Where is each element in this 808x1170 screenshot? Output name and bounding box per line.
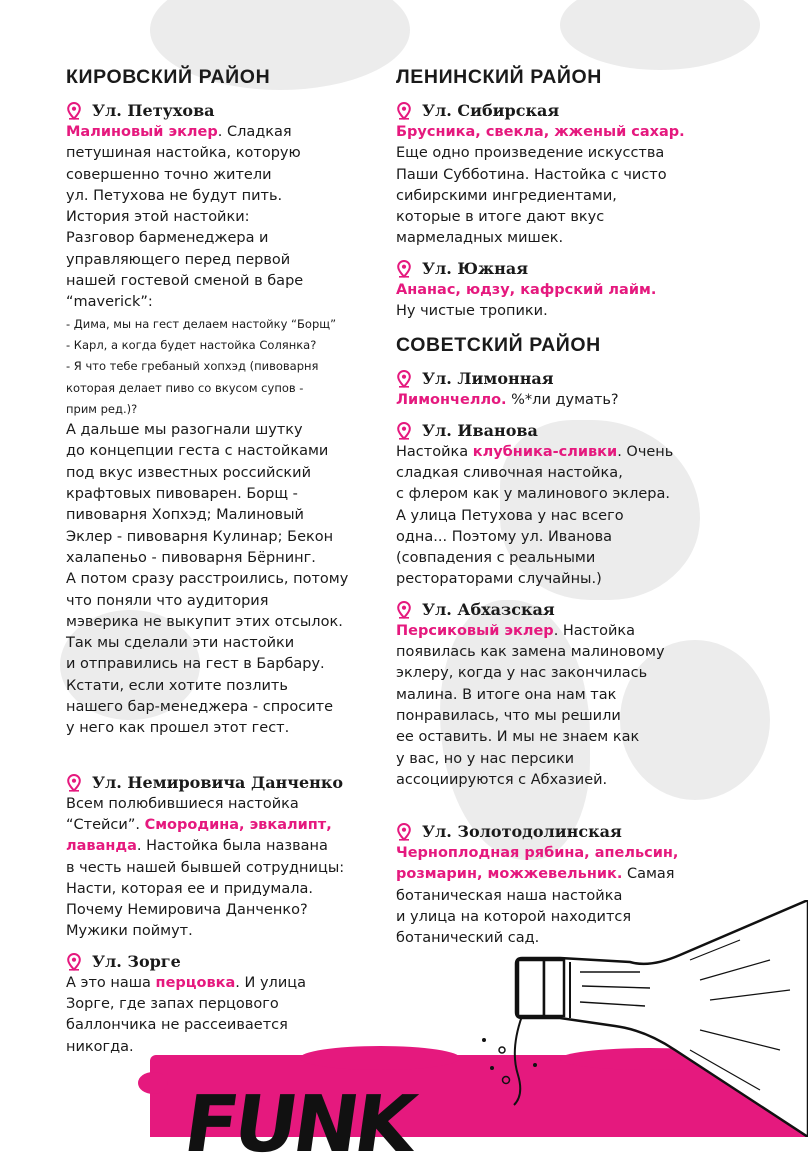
text-line: сладкая сливочная настойка, [396, 464, 623, 481]
text-line: Кстати, если хотите позлить [66, 677, 288, 694]
text-line: у него как прошел этот гест. [66, 720, 290, 737]
drink-highlight: Персиковый эклер [396, 622, 554, 639]
text-line: мармеладных мишек. [396, 230, 564, 247]
paragraph: розмарин, можжевельник. Самая [396, 866, 675, 883]
brush-stroke [138, 1072, 168, 1094]
text-line: Так мы сделали эти настойки [66, 635, 295, 652]
text-line: совершенно точно жители [66, 166, 272, 183]
text-line: А дальше мы разогнали шутку [66, 422, 303, 439]
paragraph: Настойка клубника-сливки. Очень [396, 443, 674, 460]
text-line: мэверика не выкупит этих отсылок. [66, 613, 343, 630]
street-name: Ул. Зорге [92, 951, 181, 971]
dialog-line: прим ред.)? [66, 401, 138, 416]
text-line: История этой настойки: [66, 209, 250, 226]
district-heading: ЛЕНИНСКИЙ РАЙОН [396, 66, 602, 88]
street-title [396, 100, 696, 122]
background-splat [560, 0, 760, 70]
street-title [396, 368, 696, 390]
dialog-line: - Карл, а когда будет настойка Солянка? [66, 337, 317, 352]
text-line: Насти, которая ее и придумала. [66, 880, 314, 897]
text-line: ул. Петухова не будут пить. [66, 187, 283, 204]
text-line: петушиная настойка, которую [66, 145, 301, 162]
text-line: Разговор барменеджера и [66, 230, 269, 247]
street-title [396, 258, 696, 280]
map-pin-icon [66, 774, 82, 792]
bottle-icon [440, 900, 808, 1137]
text-line: ботаническая наша настойка [396, 887, 623, 904]
brand-logo: FUNK [178, 1080, 418, 1170]
street-name: Ул. Сибирская [422, 101, 560, 120]
drink-highlight: Смородина, эвкалипт, [144, 816, 332, 833]
drink-highlight: перцовка [155, 974, 236, 991]
text-line: Почему Немировича Данченко? [66, 902, 308, 919]
text-line: и отправились на гест в Барбару. [66, 656, 325, 673]
text-line: эклеру, когда у нас закончилась [396, 665, 648, 682]
street-name: Ул. Иванова [422, 420, 538, 440]
street-title [396, 420, 696, 442]
text-line: малина. В итоге она нам так [396, 686, 617, 703]
text-line: Еще одно произведение искусства [396, 145, 665, 162]
text-line: Эклер - пивоварня Кулинар; Бекон [66, 528, 334, 545]
street-name: Ул. Южная [422, 258, 529, 278]
text-line: пивоварня Хопхэд; Малиновый [66, 507, 304, 524]
drink-highlight: Ананас, юдзу, кафрский лайм. [396, 281, 657, 298]
text-line: никогда. [66, 1038, 134, 1055]
map-pin-icon [396, 823, 412, 841]
map-pin-icon [396, 370, 412, 388]
text-line: под вкус известных российский [66, 464, 312, 481]
text-line: халапеньо - пивоварня Бёрнинг. [66, 549, 316, 566]
paragraph: А это наша перцовка. И улица [66, 974, 306, 991]
drink-highlight: Черноплодная рябина, апельсин, [396, 845, 679, 862]
text-line: одна... Поэтому ул. Иванова [396, 528, 613, 545]
drink-highlight: лаванда [66, 838, 137, 855]
text-line: Мужики поймут. [66, 923, 193, 940]
drink-highlight: розмарин, можжевельник. [396, 866, 623, 883]
text-line: Всем полюбившиеся настойка [66, 795, 299, 812]
paragraph: Лимончелло. %*ли думать? [396, 392, 619, 409]
brush-stroke [300, 1046, 460, 1070]
paragraph: “Стейси”. Смородина, эвкалипт, [66, 816, 332, 833]
text-line: Зорге, где запах перцового [66, 995, 279, 1012]
map-pin-icon [396, 260, 412, 278]
right-column [396, 62, 696, 950]
drink-highlight: Малиновый эклер [66, 124, 218, 140]
street-title [396, 599, 696, 621]
dialog-line: - Я что тебе гребаный хопхэд (пивоварня [66, 359, 319, 374]
street-title [396, 821, 696, 843]
text-line: в честь нашей бывшей сотрудницы: [66, 859, 345, 876]
left-column [66, 62, 376, 1058]
street-title [66, 951, 376, 973]
drink-highlight: клубника-сливки [472, 443, 618, 460]
text-line: появилась как замена малиновому [396, 644, 665, 661]
text-line: ее оставить. И мы не знаем как [396, 729, 640, 746]
street-name: Ул. Немировича Данченко [92, 772, 344, 792]
text-line: и улица на которой находится [396, 909, 632, 926]
text-line: А улица Петухова у нас всего [396, 507, 624, 524]
text-line: рестораторами случайны.) [396, 571, 602, 588]
text-line: Паши Субботина. Настойка с чисто [396, 166, 667, 183]
text-line: баллончика не рассеивается [66, 1017, 288, 1034]
text-line: “maverick”: [66, 294, 153, 311]
street-name: Ул. Золотодолинская [422, 822, 622, 842]
street-name: Ул. Петухова [92, 101, 215, 120]
text-line: у вас, но у нас персики [396, 750, 575, 767]
street-name: Ул. Лимонная [422, 369, 554, 389]
text-line: с флером как у малинового эклера. [396, 486, 670, 503]
map-pin-icon [66, 102, 82, 120]
text-line: которые в итоге дают вкус [396, 209, 605, 226]
text-line: ботанический сад. [396, 930, 540, 947]
paragraph: лаванда. Настойка была названа [66, 838, 328, 855]
street-title [66, 100, 376, 122]
text-line: Ну чистые тропики. [396, 303, 548, 320]
dialog-line: - Дима, мы на гест делаем настойку “Борщ” [66, 316, 337, 331]
text-line: А потом сразу расстроились, потому [66, 571, 349, 588]
drink-highlight: Брусника, свекла, жженый сахар. [396, 124, 685, 140]
district-heading: СОВЕТСКИЙ РАЙОН [396, 334, 601, 357]
text-line: до концепции геста с настойками [66, 443, 329, 460]
map-pin-icon [396, 422, 412, 440]
text-line: нашего бар-менеджера - спросите [66, 699, 334, 716]
text-line: понравилась, что мы решили [396, 707, 621, 724]
map-pin-icon [396, 102, 412, 120]
street-title [66, 772, 376, 794]
text-line: ассоциируются с Абхазией. [396, 771, 608, 788]
text-line: нашей гостевой сменой в баре [66, 273, 304, 290]
map-pin-icon [66, 953, 82, 971]
text-line: (совпадения с реальными [396, 550, 596, 567]
paragraph: Малиновый эклер. Сладкая [66, 124, 292, 140]
street-name: Ул. Абхазская [422, 599, 555, 619]
text-line: управляющего перед первой [66, 251, 291, 268]
drink-highlight: Лимончелло. [396, 392, 507, 409]
dialog-line: которая делает пиво со вкусом супов - [66, 380, 304, 395]
text-line: сибирскими ингредиентами, [396, 187, 617, 204]
paragraph: Персиковый эклер. Настойка [396, 622, 636, 639]
district-heading: КИРОВСКИЙ РАЙОН [66, 66, 271, 88]
map-pin-icon [396, 601, 412, 619]
text-line: что поняли что аудитория [66, 592, 269, 609]
text-line: крафтовых пивоварен. Борщ - [66, 486, 298, 503]
